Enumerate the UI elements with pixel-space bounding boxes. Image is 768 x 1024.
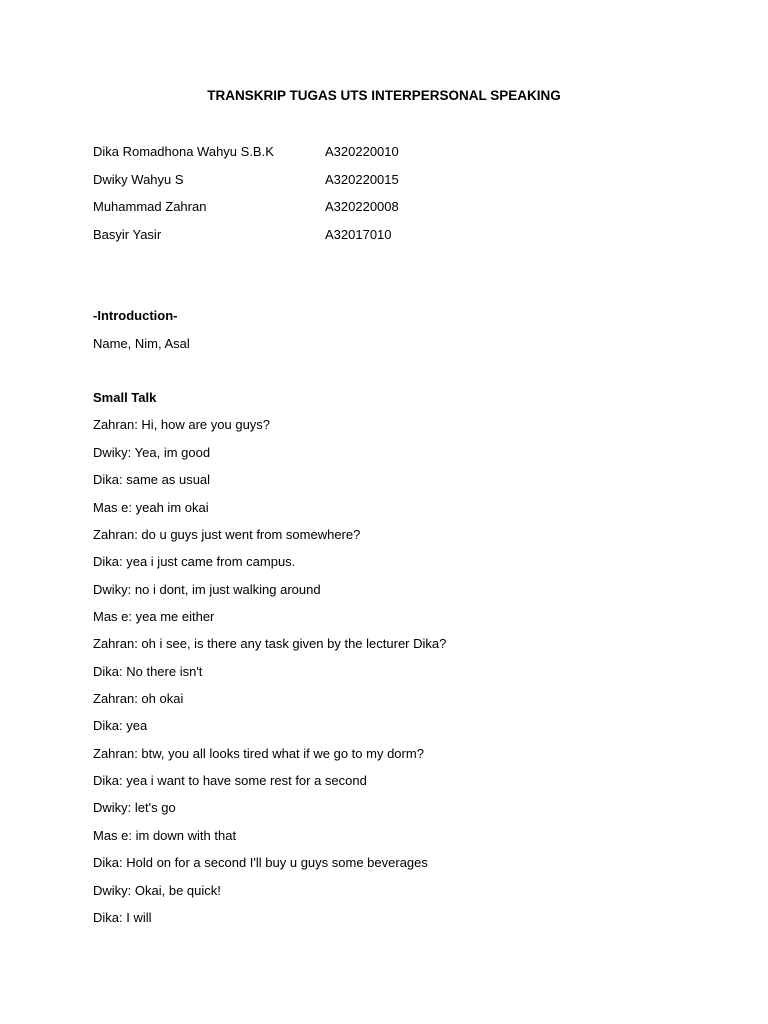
member-row bbox=[93, 171, 493, 199]
dialogue-line: Dika: yea i want to have some rest for a second bbox=[93, 773, 367, 788]
member-row bbox=[93, 226, 493, 254]
member-nim: A320220008 bbox=[325, 199, 399, 214]
dialogue-line: Dika: same as usual bbox=[93, 472, 211, 487]
introduction-heading: -Introduction- bbox=[93, 308, 178, 323]
dialogue-line: Mas e: yeah im okai bbox=[93, 500, 209, 515]
dialogue-line: Dwiky: no i dont, im just walking around bbox=[93, 582, 321, 597]
dialogue-line: Zahran: Hi, how are you guys? bbox=[93, 417, 271, 432]
member-row bbox=[93, 198, 493, 226]
dialogue-line: Dika: No there isn't bbox=[93, 664, 203, 679]
dialogue-line: Zahran: oh okai bbox=[93, 691, 184, 706]
dialogue-line: Zahran: oh i see, is there any task given by the lecturer Dika? bbox=[93, 636, 447, 651]
member-row bbox=[93, 143, 493, 171]
dialogue-line: Dika: I will bbox=[93, 910, 152, 925]
member-list bbox=[93, 143, 493, 253]
member-name: Basyir Yasir bbox=[93, 226, 162, 242]
dialogue-line: Dika: Hold on for a second I'll buy u guys some beverages bbox=[93, 855, 428, 870]
small-talk-heading: Small Talk bbox=[93, 390, 157, 405]
dialogue-line: Mas e: yea me either bbox=[93, 609, 215, 624]
dialogue-line: Dika: yea bbox=[93, 718, 148, 733]
member-nim: A32017010 bbox=[325, 226, 392, 242]
member-name: Dika Romadhona Wahyu S.B.K bbox=[93, 144, 274, 159]
dialogue-line: Zahran: btw, you all looks tired what if we go to my dorm? bbox=[93, 746, 424, 761]
dialogue-line: Zahran: do u guys just went from somewhere? bbox=[93, 527, 361, 542]
dialogue-line: Dwiky: Okai, be quick! bbox=[93, 883, 221, 898]
member-nim: A320220015 bbox=[325, 171, 399, 187]
dialogue-line: Dika: yea i just came from campus. bbox=[93, 554, 296, 569]
dialogue-line: Mas e: im down with that bbox=[93, 828, 237, 843]
member-nim: A320220010 bbox=[325, 144, 399, 159]
dialogue-line: Dwiky: let's go bbox=[93, 800, 176, 815]
member-name: Muhammad Zahran bbox=[93, 199, 207, 214]
introduction-text: Name, Nim, Asal bbox=[93, 336, 190, 351]
document-title: TRANSKRIP TUGAS UTS INTERPERSONAL SPEAKING bbox=[207, 88, 561, 103]
member-name: Dwiky Wahyu S bbox=[93, 171, 184, 187]
dialogue-line: Dwiky: Yea, im good bbox=[93, 445, 211, 460]
